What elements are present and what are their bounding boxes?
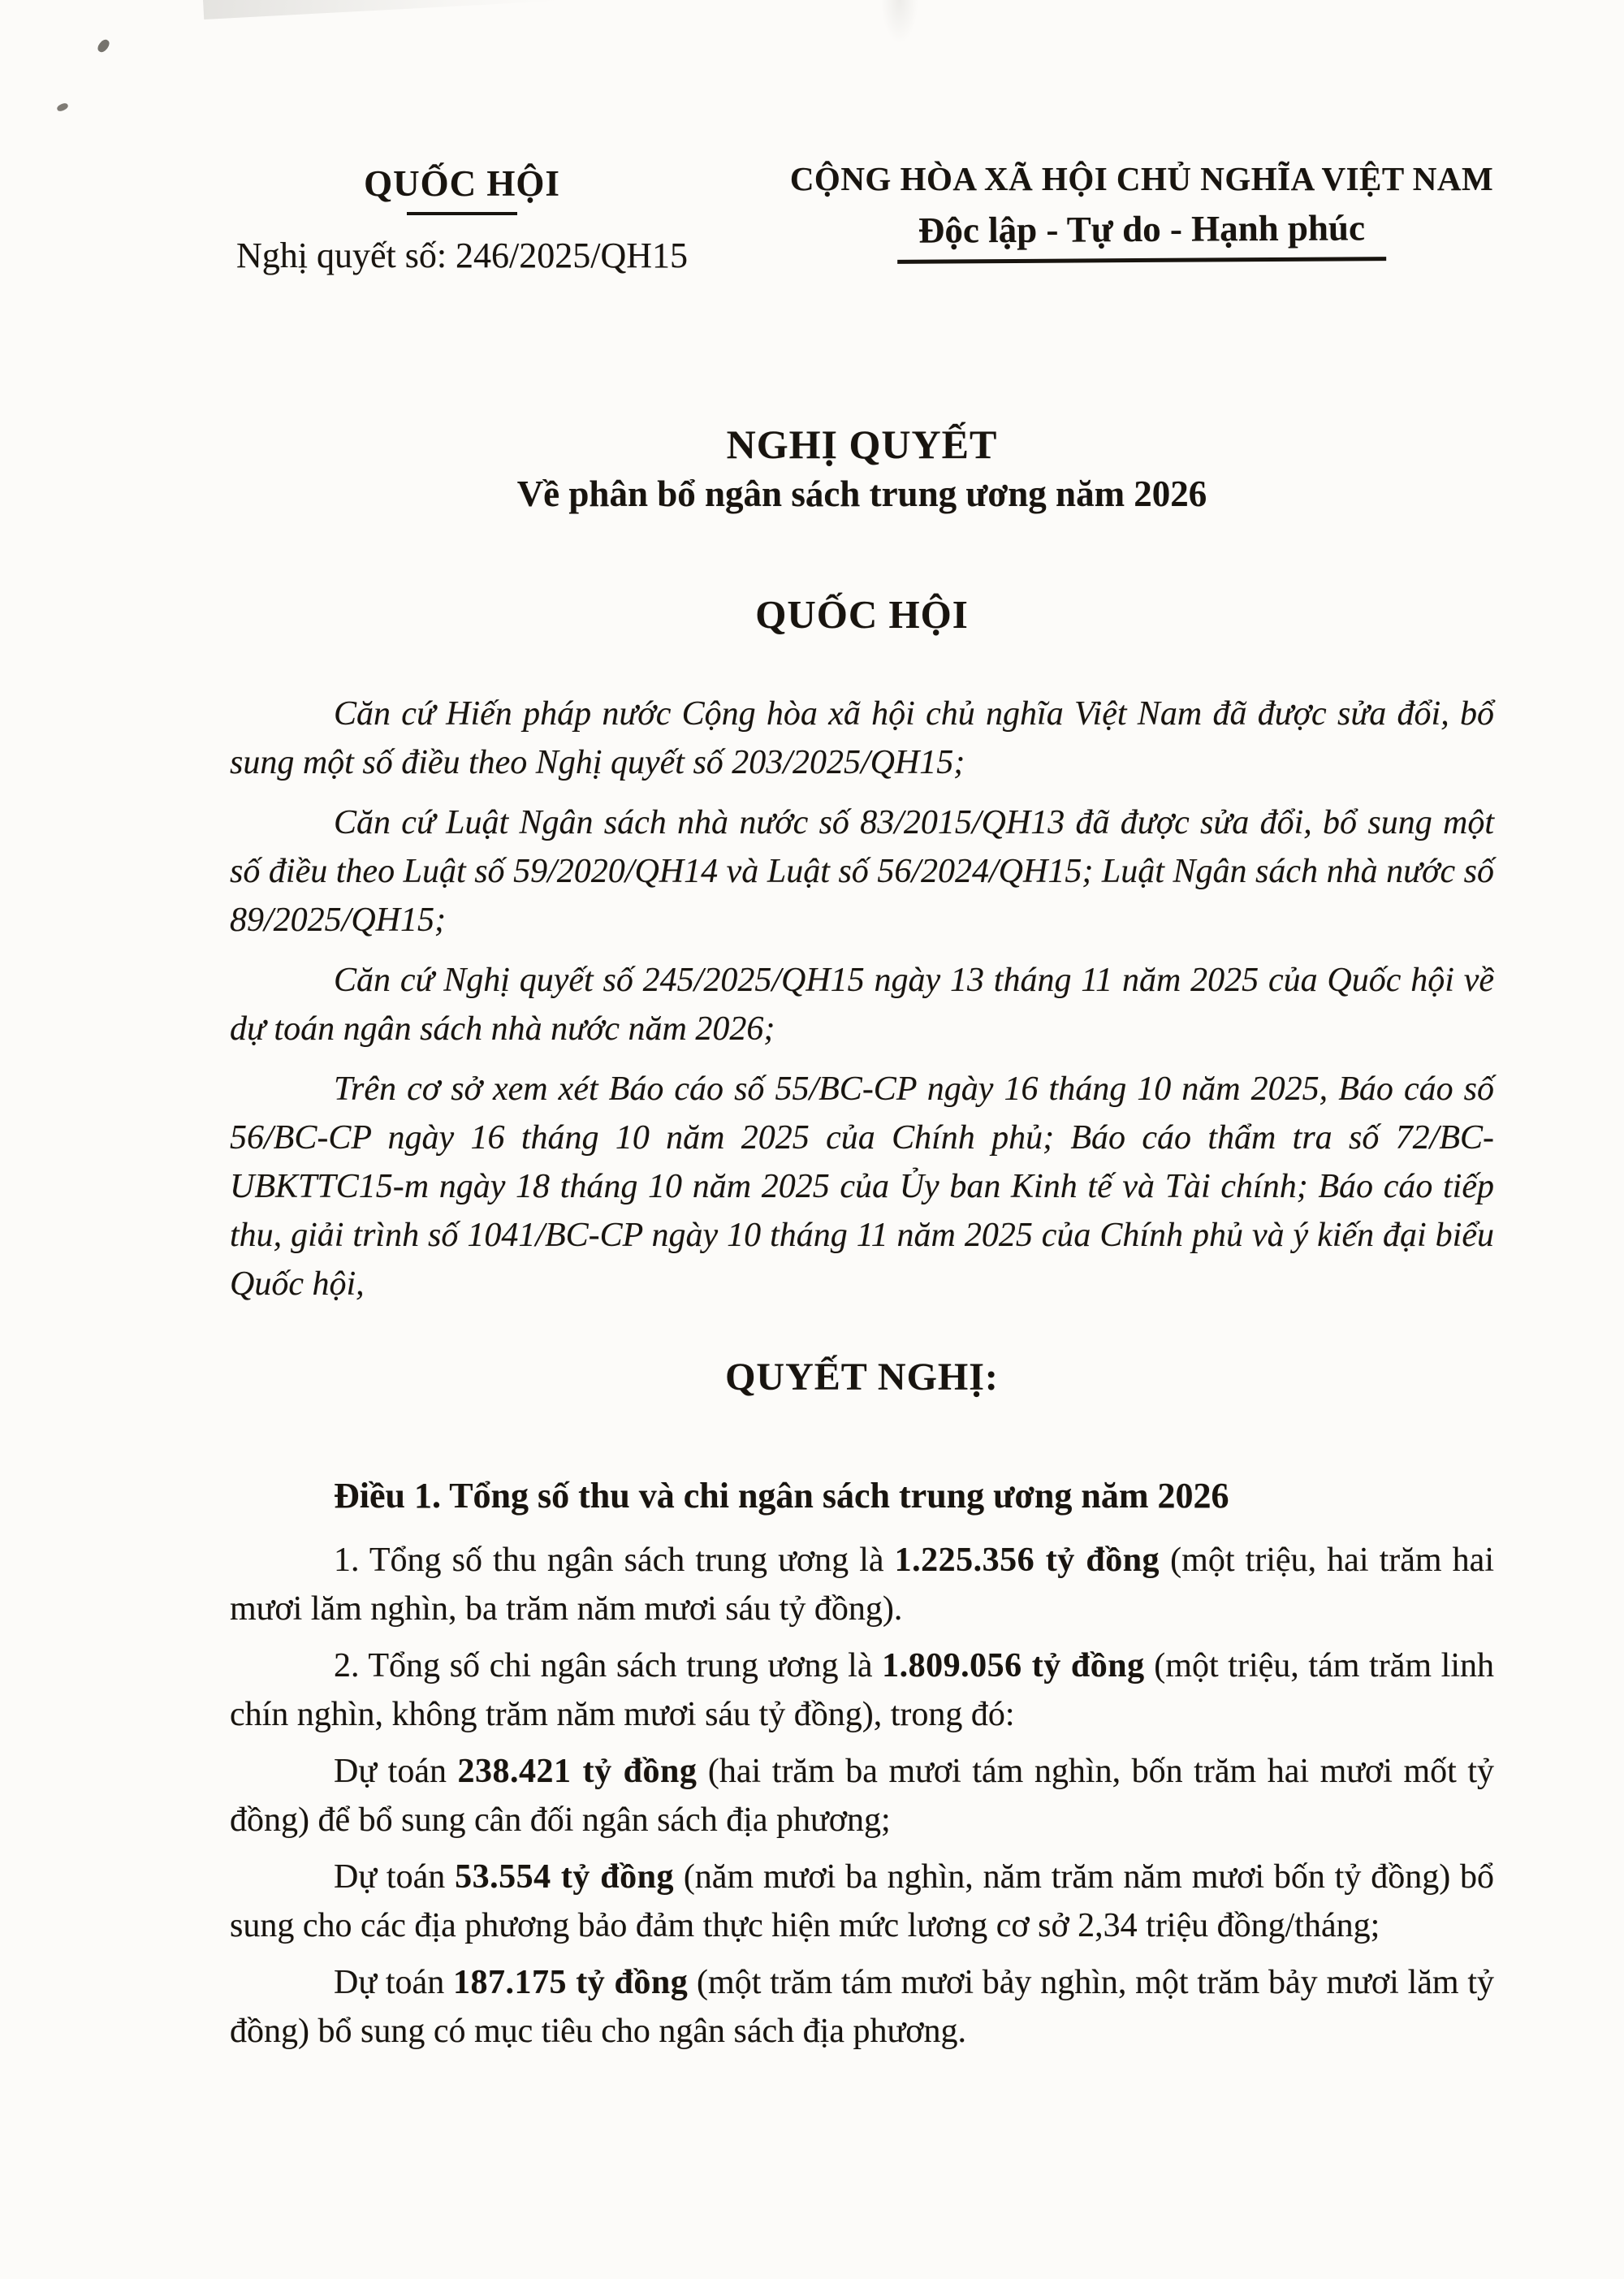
document-type-title: NGHỊ QUYẾT (726, 422, 998, 467)
preamble-paragraph: Căn cứ Hiến pháp nước Cộng hòa xã hội chủ nghĩa Việt Nam đã được sửa đổi, bổ sung một số điều theo Nghị quyết số 203/2025/QH15; (230, 695, 1494, 781)
item-amount: 53.554 tỷ đồng (455, 1858, 674, 1896)
article-item-targeted-supplement (230, 1958, 1494, 2056)
national-header-block (789, 159, 1494, 277)
title-block (230, 422, 1494, 638)
preamble-paragraph: Căn cứ Nghị quyết số 245/2025/QH15 ngày 13 tháng 11 năm 2025 của Quốc hội về dự toán ngân sách nhà nước năm 2026; (230, 962, 1494, 1048)
item-text: 2. Tổng số chi ngân sách trung ương là (334, 1647, 883, 1684)
item-amount: 1.225.356 tỷ đồng (894, 1542, 1160, 1579)
national-title: CỘNG HÒA XÃ HỘI CHỦ NGHĨA VIỆT NAM (789, 160, 1494, 197)
national-motto: Độc lập - Tự do - Hạnh phúc (897, 206, 1386, 264)
item-text: (hai trăm ba mươi tám nghìn, bốn trăm hai mươi mốt tỷ đồng) để bổ sung cân đối ngân sách địa phương; (230, 1753, 1495, 1839)
resolution-heading: QUYẾT NGHỊ: (725, 1356, 999, 1399)
item-text: (một triệu, tám trăm linh chín nghìn, không trăm năm mươi sáu tỷ đồng), trong đó: (230, 1647, 1494, 1733)
preamble-section (230, 690, 1494, 1308)
document-header (230, 0, 1494, 277)
item-text: Dự toán (334, 1964, 453, 2001)
item-amount: 238.421 tỷ đồng (457, 1753, 698, 1790)
issuing-org-name: QUỐC HỘI (364, 163, 560, 204)
article-1-title: Điều 1. Tổng số thu và chi ngân sách trung ương năm 2026 (334, 1476, 1229, 1516)
article-item-balance-supplement (230, 1747, 1494, 1844)
preamble-paragraph: Trên cơ sở xem xét Báo cáo số 55/BC-CP ngày 16 tháng 10 năm 2025, Báo cáo số 56/BC-CP ngày 16 tháng 10 năm 2025 của Chính phủ; Báo cáo thẩm tra số 72/BC-UBKTTC15-m ngày 18 tháng 10 năm 2025 của Ủy ban Kinh tế và Tài chính; Báo cáo tiếp thu, giải trình số 1041/BC-CP ngày 10 tháng 11 năm 2025 của Chính phủ và ý kiến đại biểu Quốc hội, (230, 1070, 1494, 1303)
document-subject-title: Về phân bổ ngân sách trung ương năm 2026 (516, 474, 1207, 514)
item-amount: 187.175 tỷ đồng (452, 1964, 689, 2001)
item-text: Dự toán (334, 1753, 458, 1790)
document-number: Nghị quyết số: 246/2025/QH15 (235, 236, 689, 275)
national-motto-wrap (789, 205, 1494, 264)
item-text: (năm mươi ba nghìn, năm trăm năm mươi bốn tỷ đồng) bổ sung cho các địa phương bảo đảm thực hiện mức lương cơ sở 2,34 triệu đồng/tháng; (230, 1858, 1495, 1944)
article-item-expenditure-total (230, 1641, 1494, 1739)
article-1-body (230, 1536, 1494, 2056)
item-text: 1. Tổng số thu ngân sách trung ương là (334, 1542, 895, 1579)
item-text: (một trăm tám mươi bảy nghìn, một trăm bảy mươi lăm tỷ đồng) bổ sung có mục tiêu cho ngân sách địa phương. (230, 1964, 1495, 2050)
item-text: (một triệu, hai trăm hai mươi lăm nghìn, ba trăm năm mươi sáu tỷ đồng). (230, 1542, 1494, 1628)
issuing-org-block (230, 159, 694, 277)
item-amount: 1.809.056 tỷ đồng (882, 1647, 1145, 1684)
preamble-paragraph: Căn cứ Luật Ngân sách nhà nước số 83/2015/QH13 đã được sửa đổi, bổ sung một số điều theo Luật số 59/2020/QH14 và Luật số 56/2024/QH15; Luật Ngân sách nhà nước số 89/2025/QH15; (230, 804, 1494, 939)
item-text: Dự toán (334, 1858, 456, 1896)
issuer-heading: QUỐC HỘI (755, 592, 969, 637)
article-item-revenue-total (230, 1536, 1494, 1633)
article-item-salary-supplement (230, 1853, 1494, 1950)
article-1-section (230, 1472, 1494, 2056)
org-underline-rule (407, 212, 517, 215)
